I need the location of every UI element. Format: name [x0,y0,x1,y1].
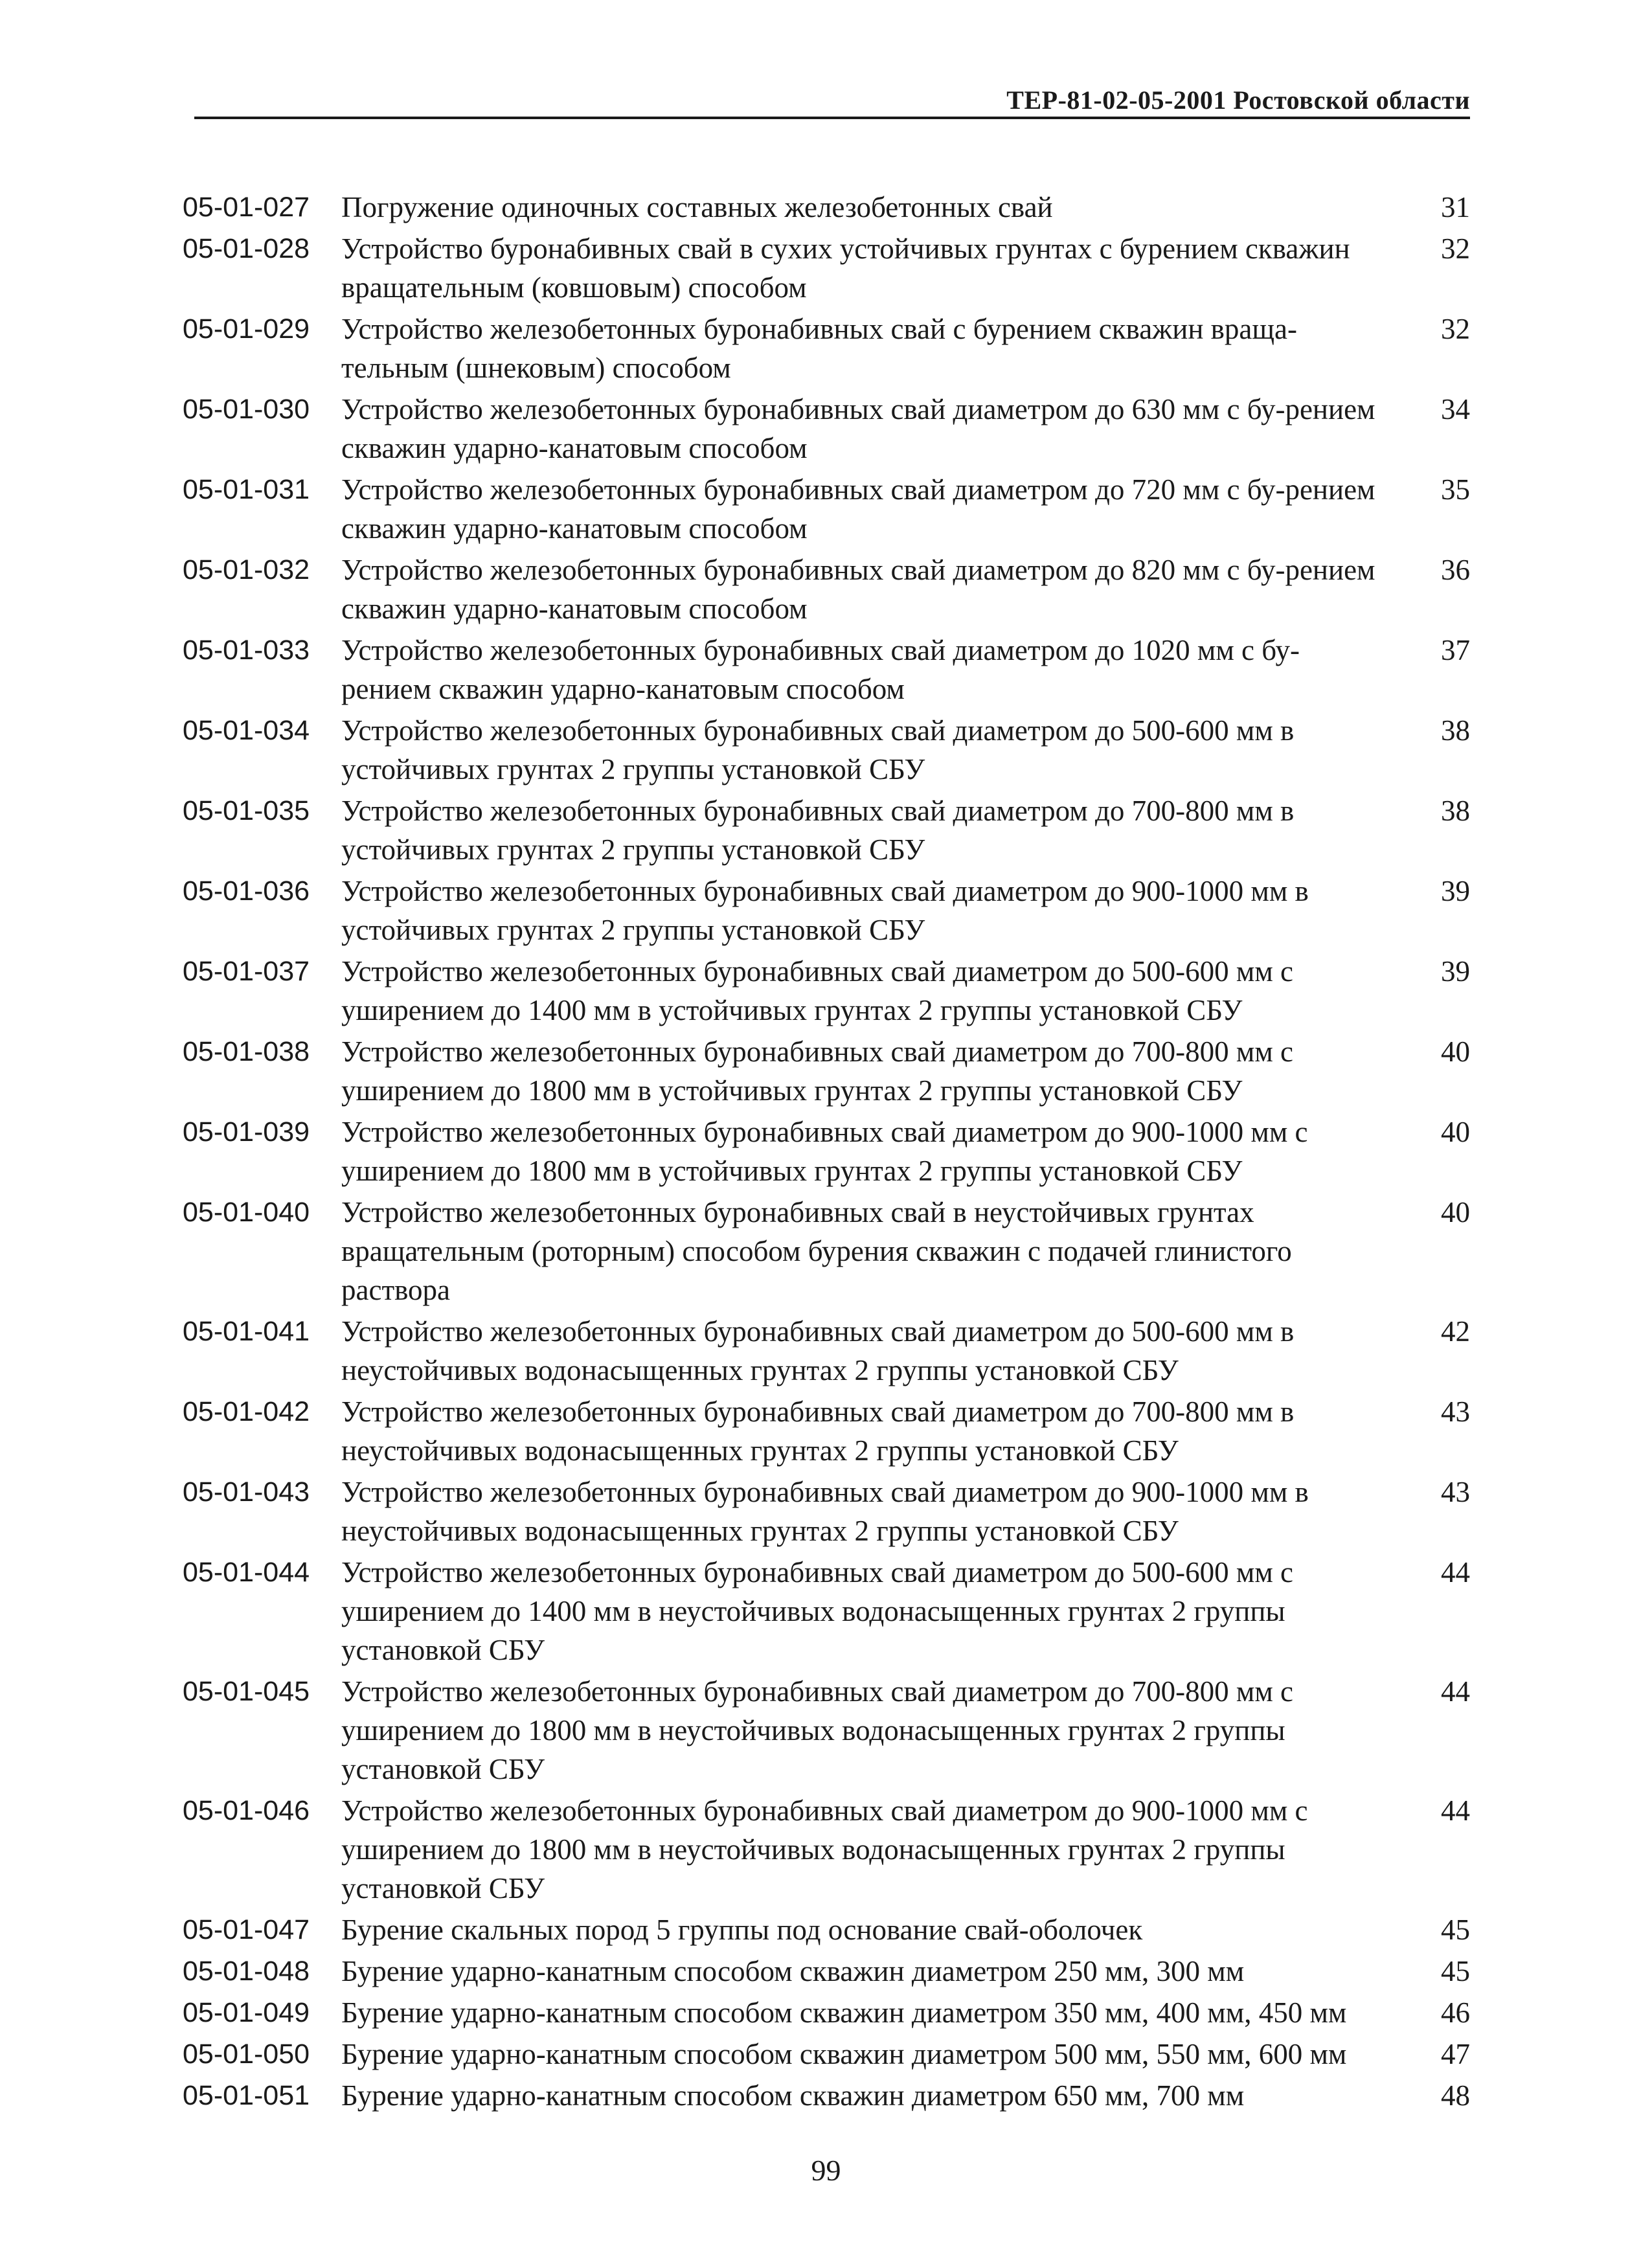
toc-entry-code: 05-01-048 [183,1956,310,1987]
toc-entry-code: 05-01-033 [183,635,310,666]
toc-entry [183,310,1478,387]
page-header [194,83,1470,119]
toc-entry-page: 35 [1441,473,1470,506]
toc-entry [183,1993,1478,2032]
toc-entry-title: Бурение ударно-канатным способом скважин диаметром 350 мм, 400 мм, 450 мм [341,1996,1347,2029]
toc-entry-code: 05-01-041 [183,1316,310,1347]
toc-entry [183,1952,1478,1991]
toc-entry [183,631,1478,708]
toc-entry [183,1791,1478,1908]
toc-entry-title: Устройство буронабивных свай в сухих устойчивых грунтах с бурением скважин вращательным (ковшовым) способом [341,232,1350,304]
page-number: 99 [811,2154,841,2187]
toc-entry-code: 05-01-032 [183,554,310,585]
toc-entry-page: 40 [1441,1196,1470,1228]
toc-entry-code: 05-01-047 [183,1914,310,1945]
toc-entry [183,791,1478,869]
toc-entry-code: 05-01-046 [183,1795,310,1826]
toc-entry-title: Устройство железобетонных буронабивных свай в неустойчивых грунтах вращательным (роторным) способом бурения скважин с подачей глинистого раствора [341,1196,1292,1306]
toc-entry-code: 05-01-039 [183,1116,310,1147]
toc-entry-page: 36 [1441,554,1470,586]
toc-entry-code: 05-01-040 [183,1197,310,1228]
toc-entry-title: Погружение одиночных составных железобетонных свай [341,191,1053,223]
toc-entry [183,1032,1478,1110]
toc-entry [183,1392,1478,1470]
toc-entry-title: Бурение ударно-канатным способом скважин диаметром 500 мм, 550 мм, 600 мм [341,2038,1347,2070]
toc-entry-page: 31 [1441,191,1470,223]
toc-entry-title: Устройство железобетонных буронабивных свай диаметром до 720 мм с бу-рением скважин ударно-канатовым способом [341,473,1375,545]
toc-entry-title: Устройство железобетонных буронабивных свай диаметром до 820 мм с бу-рением скважин ударно-канатовым способом [341,554,1375,625]
toc-entry-page: 38 [1441,795,1470,827]
toc-entry-code: 05-01-027 [183,192,310,223]
toc-entry-code: 05-01-049 [183,1997,310,2028]
toc-entry-code: 05-01-038 [183,1036,310,1067]
toc-entry-page: 32 [1441,313,1470,345]
toc-entry [183,550,1478,628]
toc-entry [183,952,1478,1030]
toc-entry-page: 42 [1441,1315,1470,1348]
toc-entry [183,229,1478,307]
toc-entry-title: Устройство железобетонных буронабивных свай диаметром до 700-800 мм в устойчивых грунтах 2 группы установкой СБУ [341,795,1295,866]
toc-entry-title: Устройство железобетонных буронабивных свай диаметром до 700-800 мм с уширением до 1800 мм в устойчивых грунтах 2 группы установкой СБУ [341,1035,1294,1107]
toc-entry-page: 38 [1441,714,1470,747]
toc-entry [183,1113,1478,1190]
toc-entry-page: 44 [1441,1794,1470,1827]
document-id: ТЕР-81-02-05-2001 Ростовской области [1006,85,1470,115]
toc-entry-title: Устройство железобетонных буронабивных свай диаметром до 500-600 мм с уширением до 1400 мм в устойчивых грунтах 2 группы установкой СБУ [341,955,1294,1026]
toc-entry-code: 05-01-029 [183,313,310,345]
toc-entry-code: 05-01-030 [183,394,310,425]
toc-entry-title: Устройство железобетонных буронабивных свай диаметром до 900-1000 мм с уширением до 1800 мм в неустойчивых водонасыщенных грунтах 2 группы установкой СБУ [341,1794,1308,1904]
toc-entry [183,470,1478,548]
toc-entry-title: Бурение ударно-канатным способом скважин диаметром 650 мм, 700 мм [341,2079,1245,2112]
toc-entry-code: 05-01-036 [183,876,310,907]
toc-entry [183,2076,1478,2115]
toc-entry-page: 43 [1441,1396,1470,1428]
toc-entry-page: 34 [1441,393,1470,425]
toc-entry-code: 05-01-044 [183,1557,310,1588]
toc-entry-title: Устройство железобетонных буронабивных свай диаметром до 700-800 мм в неустойчивых водонасыщенных грунтах 2 группы установкой СБУ [341,1396,1295,1467]
toc-entry-page: 48 [1441,2079,1470,2112]
toc-entry-page: 46 [1441,1996,1470,2029]
toc-entry-title: Устройство железобетонных буронабивных свай диаметром до 500-600 мм в неустойчивых водонасыщенных грунтах 2 группы установкой СБУ [341,1315,1295,1386]
toc-entry-page: 44 [1441,1556,1470,1588]
toc-entry-page: 39 [1441,955,1470,988]
toc-entry [183,1312,1478,1390]
toc-entry-code: 05-01-034 [183,715,310,746]
toc-entry [183,1473,1478,1550]
toc-entry [183,711,1478,789]
toc-entry-page: 37 [1441,634,1470,666]
toc-entry-title: Устройство железобетонных буронабивных свай диаметром до 500-600 мм с уширением до 1400 мм в неустойчивых водонасыщенных грунтах 2 группы установкой СБУ [341,1556,1294,1666]
toc-entry-code: 05-01-028 [183,233,310,264]
toc-entry [183,1553,1478,1669]
toc-entry-code: 05-01-051 [183,2080,310,2111]
toc-entry [183,1910,1478,1949]
toc-entry [183,188,1478,227]
toc-entry-code: 05-01-045 [183,1676,310,1707]
toc-entry-page: 44 [1441,1675,1470,1708]
toc-entry-page: 43 [1441,1476,1470,1508]
toc-entry-title: Устройство железобетонных буронабивных свай диаметром до 700-800 мм с уширением до 1800 мм в неустойчивых водонасыщенных грунтах 2 группы установкой СБУ [341,1675,1294,1785]
toc-entry-title: Устройство железобетонных буронабивных свай диаметром до 900-1000 мм в неустойчивых водонасыщенных грунтах 2 группы установкой СБУ [341,1476,1309,1547]
toc-entry-code: 05-01-050 [183,2039,310,2070]
toc-entry-title: Устройство железобетонных буронабивных свай диаметром до 630 мм с бу-рением скважин ударно-канатовым способом [341,393,1375,464]
toc-entry [183,1672,1478,1789]
toc-entry-title: Устройство железобетонных буронабивных свай диаметром до 900-1000 мм в устойчивых грунтах 2 группы установкой СБУ [341,875,1309,946]
toc-entry-page: 45 [1441,1914,1470,1946]
toc-entry-code: 05-01-037 [183,956,310,987]
toc-entry-page: 40 [1441,1035,1470,1068]
toc-entry-title: Бурение ударно-канатным способом скважин диаметром 250 мм, 300 мм [341,1955,1245,1987]
toc-entry-page: 40 [1441,1116,1470,1148]
toc-entry [183,872,1478,949]
toc-entry-code: 05-01-035 [183,795,310,826]
toc-entry-title: Устройство железобетонных буронабивных свай с бурением скважин враща-тельным (шнековым) способом [341,313,1298,384]
toc-entry [183,1193,1478,1309]
toc-entry-page: 45 [1441,1955,1470,1987]
toc-entry [183,390,1478,468]
toc-entry [183,2035,1478,2074]
table-of-contents [183,188,1478,2118]
toc-entry-code: 05-01-042 [183,1396,310,1427]
toc-entry-title: Устройство железобетонных буронабивных свай диаметром до 500-600 мм в устойчивых грунтах 2 группы установкой СБУ [341,714,1295,785]
toc-entry-page: 39 [1441,875,1470,907]
toc-entry-code: 05-01-031 [183,474,310,505]
toc-entry-page: 32 [1441,232,1470,265]
toc-entry-title: Бурение скальных пород 5 группы под основание свай-оболочек [341,1914,1143,1946]
toc-entry-title: Устройство железобетонных буронабивных свай диаметром до 900-1000 мм с уширением до 1800 мм в устойчивых грунтах 2 группы установкой СБУ [341,1116,1308,1187]
toc-entry-title: Устройство железобетонных буронабивных свай диаметром до 1020 мм с бу-рением скважин ударно-канатовым способом [341,634,1300,705]
toc-entry-code: 05-01-043 [183,1476,310,1508]
toc-entry-page: 47 [1441,2038,1470,2070]
